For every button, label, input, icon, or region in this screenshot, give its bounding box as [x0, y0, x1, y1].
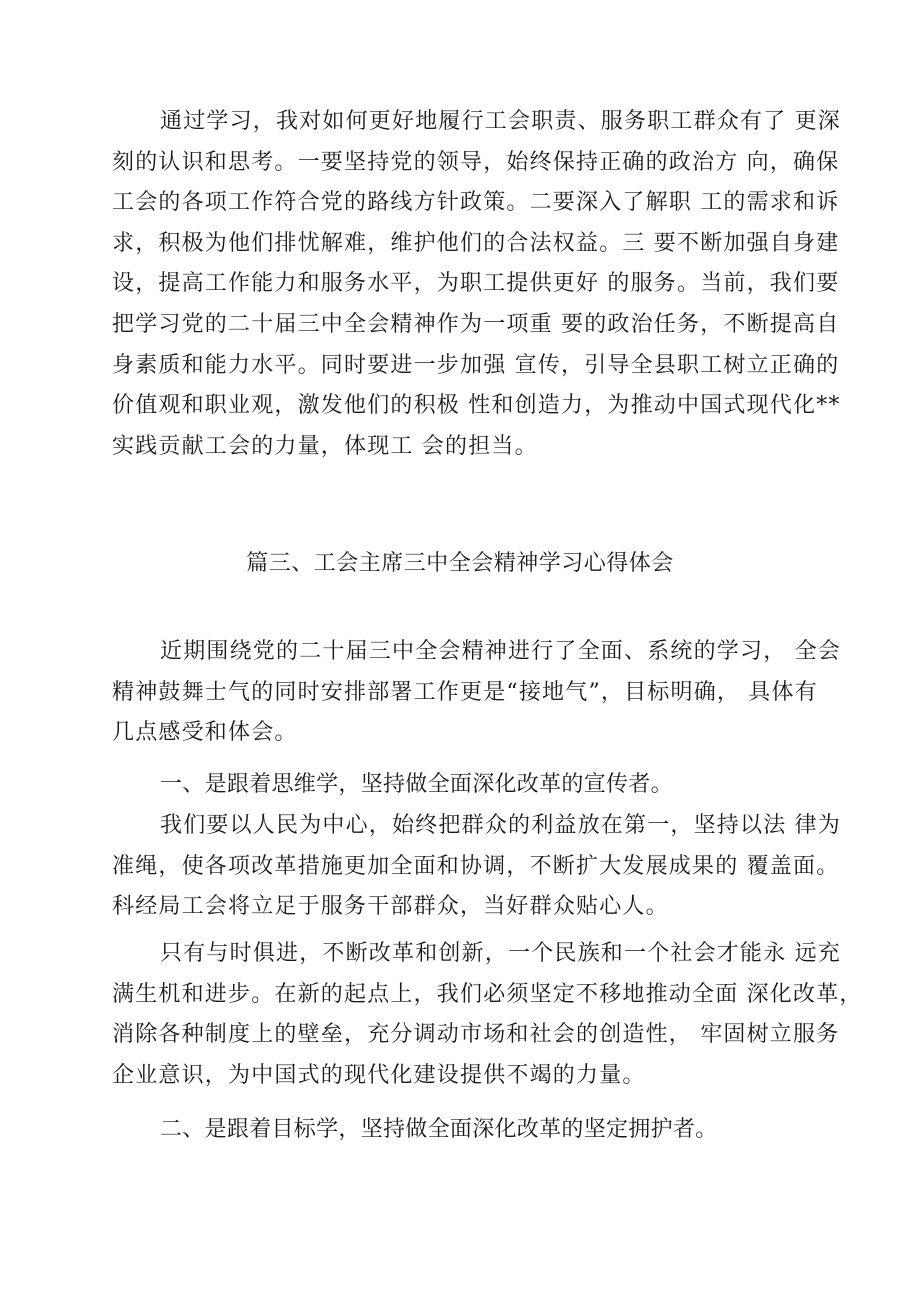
- paragraph-line: 满生机和进步。在新的起点上，我们必须坚定不移地推动全面 深化改革，: [112, 981, 863, 1007]
- paragraph-line: 几点感受和体会。: [112, 720, 298, 746]
- paragraph-line: 消除各种制度上的壁垒，充分调动市场和社会的创造性， 牢固树立服务: [112, 1022, 840, 1048]
- chapter-title: 篇三、工会主席三中全会精神学习心得体会: [246, 551, 674, 576]
- intro-section-paragraph: [112, 102, 848, 467]
- paragraph-line: 工会的各项工作符合党的路线方针政策。二要深入了解职 工的需求和诉: [112, 190, 840, 216]
- paragraph-line: 实践贡献工会的力量，体现工 会的担当。: [112, 433, 538, 459]
- paragraph-line: 价值观和职业观，激发他们的积极 性和创造力，为推动中国式现代化**: [112, 393, 841, 419]
- paragraph-line: 设，提高工作能力和服务水平，为职工提供更好 的服务。当前，我们要: [112, 271, 840, 297]
- paragraph-line: 近期围绕党的二十届三中全会精神进行了全面、系统的学习， 全会: [160, 639, 841, 664]
- paragraph-line: 刻的认识和思考。一要坚持党的领导，始终保持正确的政治方 向，确保: [112, 149, 840, 175]
- paragraph-line: 通过学习，我对如何更好地履行工会职责、服务职工群众有了 更深: [160, 109, 841, 134]
- point-two-heading: 二、是跟着目标学，坚持做全面深化改革的坚定拥护者。: [160, 1117, 718, 1142]
- paragraph-line: 只有与时俱进，不断改革和创新，一个民族和一个社会才能永 远充: [160, 941, 841, 966]
- point-one-heading: 一、是跟着思维学，坚持做全面深化改革的宣传者。: [160, 772, 673, 797]
- paragraph-line: 身素质和能力水平。同时要进一步加强 宣传，引导全县职工树立正确的: [112, 352, 840, 378]
- point-one-paragraph-1: [112, 806, 848, 928]
- point-one-paragraph-2: [112, 934, 863, 1096]
- paragraph-line: 企业意识，为中国式的现代化建设提供不竭的力量。: [112, 1062, 646, 1088]
- paragraph-line: 把学习党的二十届三中全会精神作为一项重 要的政治任务，不断提高自: [112, 311, 840, 337]
- paragraph-line: 求，积极为他们排忧解难，维护他们的合法权益。三 要不断加强自身建: [112, 230, 840, 256]
- chapter-intro-paragraph: [112, 632, 848, 754]
- paragraph-line: 精神鼓舞士气的同时安排部署工作更是“接地气”，目标明确， 具体有: [112, 679, 818, 705]
- paragraph-line: 我们要以人民为中心，始终把群众的利益放在第一，坚持以法 律为: [160, 813, 841, 838]
- paragraph-line: 准绳，使各项改革措施更加全面和协调，不断扩大发展成果的 覆盖面。: [112, 853, 840, 879]
- paragraph-line: 科经局工会将立足于服务干部群众，当好群众贴心人。: [112, 894, 669, 920]
